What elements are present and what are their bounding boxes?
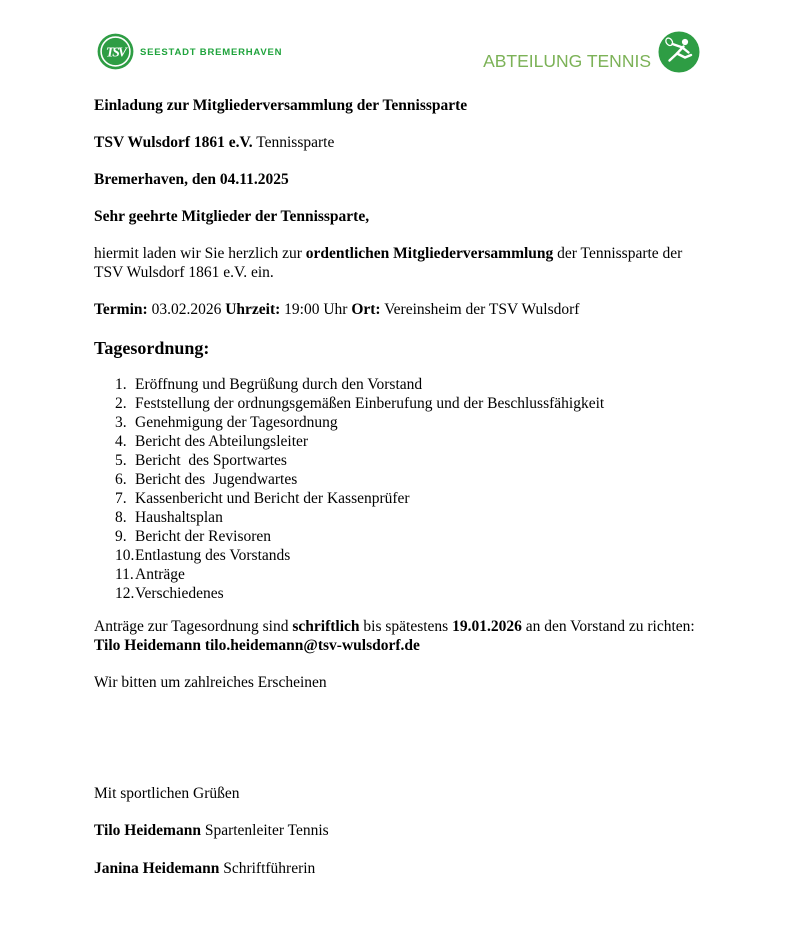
termin-label: Termin: (94, 301, 148, 318)
agenda-list (94, 375, 700, 603)
agenda-item-text: Haushaltsplan (135, 509, 223, 526)
agenda-item (94, 375, 700, 394)
agenda-item-text: Kassenbericht und Bericht der Kassenprüfer (135, 490, 410, 507)
agenda-item-text: Bericht der Revisoren (135, 528, 272, 545)
intro-bold: ordentlichen Mitgliederversammlung (305, 245, 554, 262)
signature-2-name: Janina Heidemann (94, 860, 220, 877)
letter-body (94, 96, 700, 878)
agenda-item (94, 546, 700, 565)
meeting-details-line (94, 300, 700, 319)
tennis-player-icon (658, 31, 700, 78)
agenda-item-text: Verschiedenes (135, 585, 224, 602)
agenda-item-text: Bericht des Abteilungsleiter (135, 433, 309, 450)
agenda-item-number: 5. (115, 452, 127, 469)
agenda-item-text: Anträge (135, 566, 185, 583)
agenda-item-number: 9. (115, 528, 127, 545)
signature-1-role: Spartenleiter Tennis (200, 822, 329, 839)
agenda-item-number: 7. (115, 490, 127, 507)
uhrzeit-label: Uhrzeit: (225, 301, 281, 318)
agenda-item-number: 4. (115, 433, 127, 450)
club-name-label: SEESTADT BREMERHAVEN (140, 46, 283, 58)
date-line: Bremerhaven, den 04.11.2025 (94, 171, 289, 188)
ort-value: Vereinsheim der TSV Wulsdorf (380, 301, 580, 318)
agenda-item-number: 8. (115, 509, 127, 526)
termin-value: 03.02.2026 (147, 301, 226, 318)
agenda-item (94, 451, 700, 470)
tsv-club-emblem-icon (97, 33, 134, 75)
agenda-item (94, 584, 700, 603)
agenda-item-text: Bericht des Jugendwartes (135, 471, 298, 488)
department-branding (483, 31, 700, 78)
agenda-item (94, 394, 700, 413)
agenda-item-number: 11. (115, 566, 134, 583)
motions-written-bold: schriftlich (292, 618, 360, 635)
club-line-bold: TSV Wulsdorf 1861 e.V. (94, 134, 253, 151)
agenda-item-number: 1. (115, 376, 127, 393)
agenda-item (94, 432, 700, 451)
salutation: Sehr geehrte Mitglieder der Tennissparte, (94, 208, 370, 225)
agenda-item (94, 508, 700, 527)
motions-contact: Tilo Heidemann tilo.heidemann@tsv-wulsdorf.de (94, 637, 420, 654)
club-line-regular: Tennissparte (252, 134, 335, 151)
agenda-item-text: Eröffnung und Begrüßung durch den Vorstand (135, 376, 423, 393)
agenda-item-number: 2. (115, 395, 127, 412)
agenda-item (94, 489, 700, 508)
agenda-item-text: Feststellung der ordnungsgemäßen Einberufung und der Beschlussfähigkeit (135, 395, 605, 412)
agenda-item-number: 3. (115, 414, 127, 431)
closing-request: Wir bitten um zahlreiches Erscheinen (94, 674, 327, 691)
signature-2-role: Schriftführerin (219, 860, 316, 877)
motions-paragraph: Anträge zur Tagesordnung sind schriftlich bis spätestens 19.01.2026 an den Vorstand zu richten: Tilo Heidemann tilo.heidemann@tsv-wulsdorf.de (94, 618, 695, 654)
agenda-item (94, 470, 700, 489)
intro-paragraph: hiermit laden wir Sie herzlich zur ordentlichen Mitgliederversammlung der Tennissparte der TSV Wulsdorf 1861 e.V. ein. (94, 245, 683, 281)
club-branding (97, 33, 282, 75)
signature-1-name: Tilo Heidemann (94, 822, 201, 839)
svg-text:TSV: TSV (105, 44, 126, 60)
agenda-item-text: Entlastung des Vorstands (135, 547, 291, 564)
regards-line: Mit sportlichen Grüßen (94, 785, 240, 802)
signature-2 (94, 859, 700, 878)
department-label: ABTEILUNG TENNIS (483, 51, 651, 71)
agenda-item (94, 565, 700, 584)
agenda-item-number: 10. (115, 547, 135, 564)
uhrzeit-value: 19:00 Uhr (280, 301, 352, 318)
agenda-item-text: Bericht des Sportwartes (135, 452, 287, 469)
club-line (94, 133, 700, 152)
letter-title: Einladung zur Mitgliederversammlung der Tennissparte (94, 97, 468, 114)
agenda-item-number: 6. (115, 471, 127, 488)
agenda-item-number: 12. (115, 585, 135, 602)
ort-label: Ort: (351, 301, 381, 318)
agenda-heading: Tagesordnung: (94, 338, 210, 358)
page-header (97, 33, 700, 78)
motions-deadline: 19.01.2026 (452, 618, 522, 635)
signature-1 (94, 821, 700, 840)
agenda-item (94, 413, 700, 432)
agenda-item (94, 527, 700, 546)
agenda-item-text: Genehmigung der Tagesordnung (135, 414, 338, 431)
